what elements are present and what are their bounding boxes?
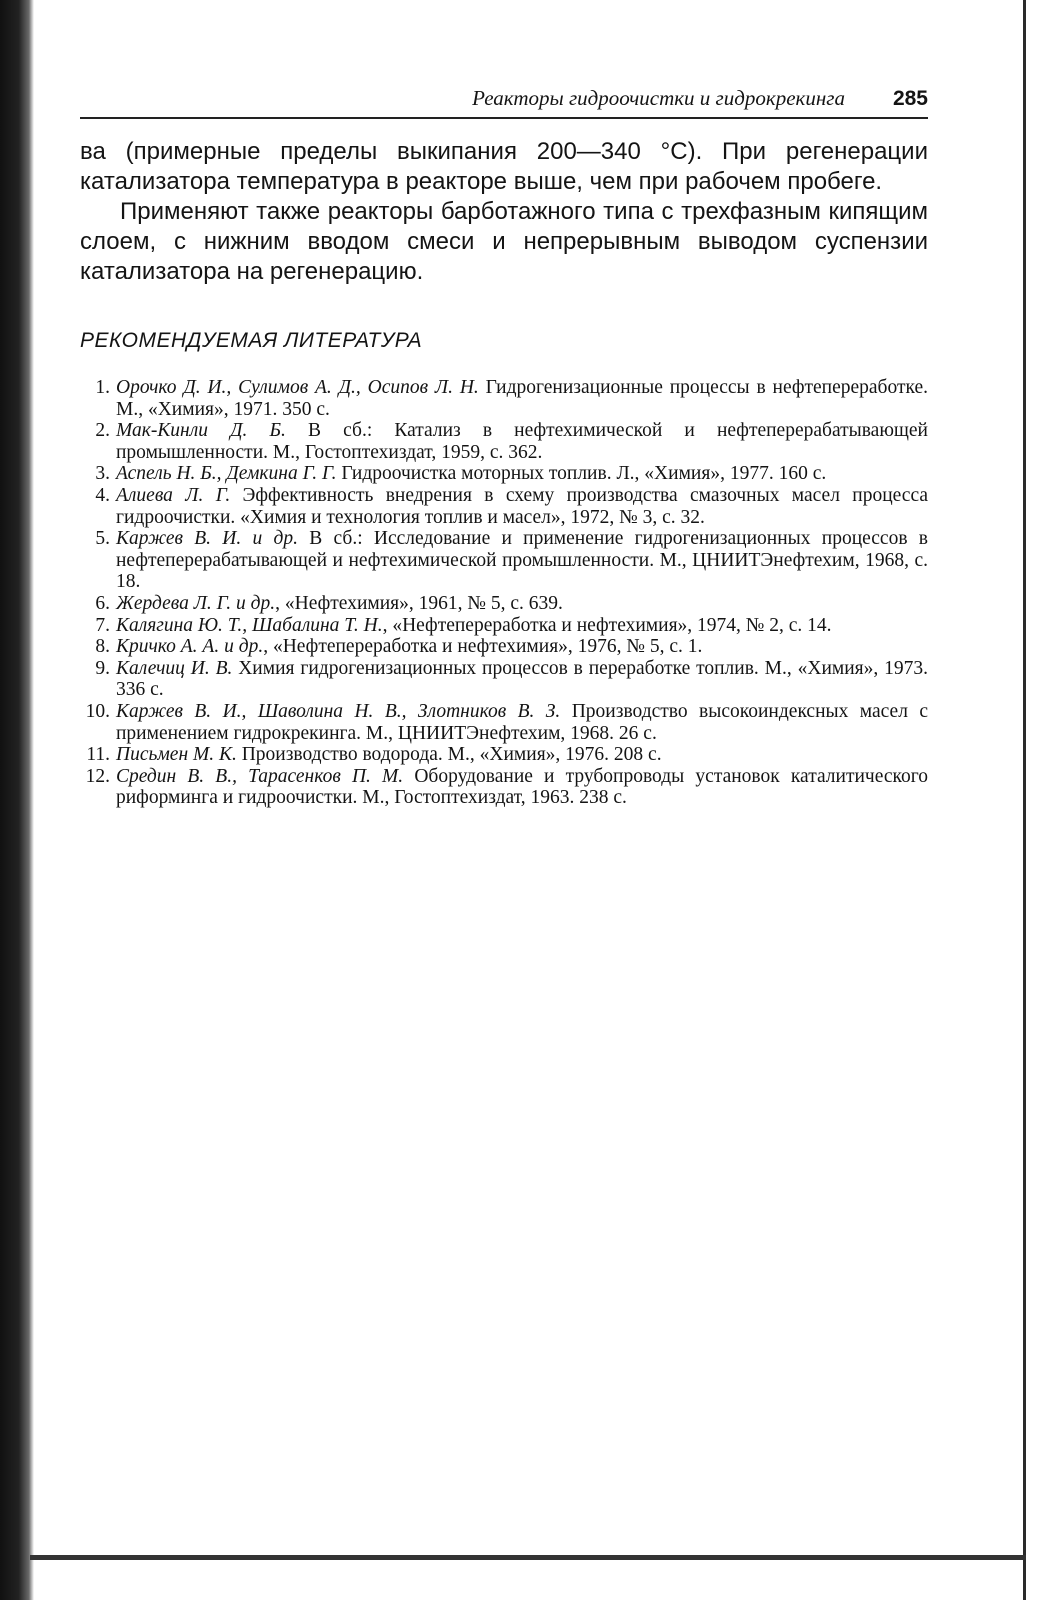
reference-item xyxy=(80,528,928,593)
reference-number: 7. xyxy=(95,614,110,636)
reference-text: , «Нефтепереработка и нефтехимия», 1976, № 5, с. 1. xyxy=(263,636,703,658)
reference-number: 4. xyxy=(95,484,110,506)
running-title: Реакторы гидроочистки и гидрокрекинга xyxy=(472,86,845,110)
reference-authors: Калечиц И. В. xyxy=(116,657,233,679)
reference-item xyxy=(80,593,928,615)
reference-authors: Кричко А. А. и др. xyxy=(116,636,264,658)
reference-authors: Средин В. В., Тарасенков П. М. xyxy=(116,765,404,787)
reference-number: 3. xyxy=(95,463,110,485)
reference-item xyxy=(80,744,928,766)
reference-item xyxy=(80,658,928,701)
reference-item xyxy=(80,420,928,463)
page-number: 285 xyxy=(892,87,928,110)
reference-item xyxy=(80,377,928,420)
reference-text: , «Нефтепереработка и нефтехимия», 1974, № 2, с. 14. xyxy=(382,614,832,636)
reference-text: В сб.: Исследование и применение гидрогенизационных процессов в нефтеперерабатывающей и нефтехимической промышленности. М., ЦНИИТЭнефтехим, 1968, с. 18. xyxy=(116,528,928,593)
reference-text: Гидрогенизационные процессы в нефтепереработке. М., «Химия», 1971. 350 с. xyxy=(116,377,929,420)
reference-text: Гидроочистка моторных топлив. Л., «Химия», 1977. 160 с. xyxy=(336,463,827,485)
reference-item xyxy=(80,615,928,637)
reference-number: 10. xyxy=(85,700,110,722)
reference-number: 12. xyxy=(85,765,110,787)
scan-bottom-edge xyxy=(30,1555,1026,1560)
reference-authors: Аспель Н. Б., Демкина Г. Г. xyxy=(116,463,337,485)
reference-number: 11. xyxy=(86,744,110,766)
reference-authors: Каржев В. И., Шаволина Н. В., Злотников В. З. xyxy=(116,700,561,722)
reference-item xyxy=(80,463,928,485)
reference-list xyxy=(80,377,928,809)
reference-authors: Письмен М. К. xyxy=(116,744,237,766)
reference-item xyxy=(80,766,928,809)
reference-authors: Калягина Ю. Т., Шабалина Т. Н. xyxy=(116,614,383,636)
reference-text: Эффективность внедрения в схему производства смазочных масел процесса гидроочистки. «Химия и технология топлив и масел», 1972, № 3, с. 32. xyxy=(116,484,929,528)
body-paragraph: ва (примерные пределы выкипания 200—340 °C). При регенерации катализатора температура в реакторе выше, чем при рабочем пробеге. xyxy=(80,138,928,195)
running-header xyxy=(80,84,928,119)
reference-number: 8. xyxy=(95,636,110,658)
reference-authors: Мак-Кинли Д. Б. xyxy=(116,420,286,442)
reference-authors: Орочко Д. И., Сулимов А. Д., Осипов Л. Н. xyxy=(116,377,479,398)
reference-item xyxy=(80,701,928,744)
scan-left-edge xyxy=(0,0,34,1600)
reference-authors: Жердева Л. Г. и др. xyxy=(116,592,276,614)
reference-text: Химия гидрогенизационных процессов в переработке топлив. М., «Химия», 1973. 336 с. xyxy=(116,657,928,701)
reference-authors: Алиева Л. Г. xyxy=(116,484,231,506)
reference-text: , «Нефтехимия», 1961, № 5, с. 639. xyxy=(275,592,563,614)
book-page xyxy=(80,84,928,809)
reference-number: 9. xyxy=(95,657,110,679)
scan-right-edge xyxy=(1023,0,1026,1600)
literature-heading: РЕКОМЕНДУЕМАЯ ЛИТЕРАТУРА xyxy=(80,329,423,352)
reference-text: В сб.: Катализ в нефтехимической и нефтеперерабатывающей промышленности. М., Гостоптехиздат, 1959, с. 362. xyxy=(116,420,928,463)
reference-number: 1. xyxy=(95,377,110,398)
reference-number: 5. xyxy=(95,528,110,550)
reference-number: 2. xyxy=(95,420,110,442)
reference-item xyxy=(80,636,928,658)
reference-text: Производство водорода. М., «Химия», 1976. 208 с. xyxy=(236,744,662,766)
reference-number: 6. xyxy=(95,592,110,614)
body-paragraph: Применяют также реакторы барботажного типа с трехфазным кипящим слоем, с нижним вводом смеси и непрерывным выводом суспензии катализатора на регенерацию. xyxy=(80,198,928,285)
reference-text: Оборудование и трубопроводы установок каталитического риформинга и гидроочистки. М., Гостоптехиздат, 1963. 238 с. xyxy=(116,765,928,809)
reference-item xyxy=(80,485,928,528)
reference-authors: Каржев В. И. и др. xyxy=(116,528,298,550)
reference-text: Производство высокоиндексных масел с применением гидрокрекинга. М., ЦНИИТЭнефтехим, 1968. 26 с. xyxy=(116,700,928,744)
